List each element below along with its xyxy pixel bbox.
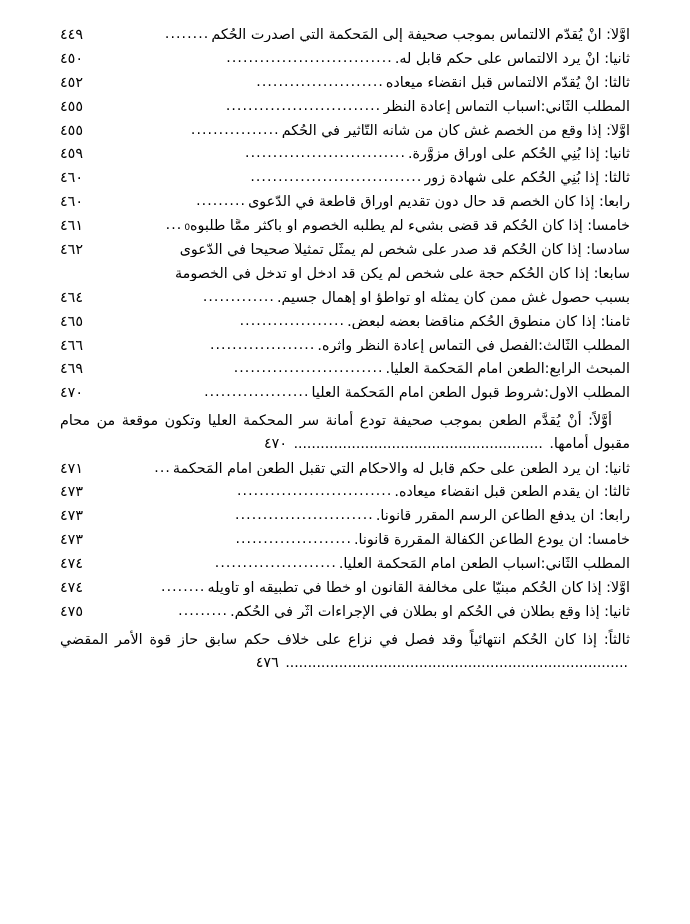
toc-leader-dots: ......................... bbox=[235, 508, 374, 523]
toc-entry[interactable] bbox=[60, 462, 630, 476]
toc-leader-dots: ......... bbox=[196, 194, 247, 209]
toc-page-number: ٤٧٣ bbox=[60, 484, 84, 501]
toc-page-number: ٤٦٩ bbox=[60, 361, 84, 378]
toc-entry[interactable] bbox=[60, 124, 630, 138]
toc-page-number: ٤٧٤ bbox=[60, 580, 84, 597]
toc-entry[interactable] bbox=[60, 485, 630, 499]
toc-entry[interactable] bbox=[60, 195, 630, 209]
toc-leader-dots: ........ bbox=[161, 580, 206, 595]
toc-entry-label: أوَّلاً: أنْ يُقدَّم الطعن بموجب صحيفة تودع أمانة سر المحكمة العليا وتكون موقعة من محام مقبول أمامها. bbox=[60, 413, 630, 453]
toc-entry-label: المطلب الثَّاني:أسباب الطعن أمام المَحكمة العليا. bbox=[338, 557, 630, 572]
toc-leader-dots: ................... bbox=[204, 385, 310, 400]
toc-leader-dots: ............. bbox=[202, 289, 275, 304]
toc-entry-label: خامساً: إذا كان الحُكم قد قضى بشيء لم يطلبه الخصوم أو بأكثر ممَّا طلبوه bbox=[190, 219, 630, 234]
toc-page-number: ٤٦٢ bbox=[60, 242, 84, 259]
toc-leader-dots: ..................... bbox=[235, 532, 353, 547]
toc-leader-dots: ............................ bbox=[225, 98, 382, 113]
toc-entry-label: ثالثاً: إذا كان الحُكم انتهائياً وقد فصل في نزاع على خلاف حكم سابق حاز قوة الأمر المقضي bbox=[60, 631, 630, 648]
toc-entry[interactable] bbox=[60, 386, 630, 400]
toc-leader-dots: ............................ bbox=[237, 484, 393, 499]
toc-entry-label: أوَّلاً: إذا وقع من الخصم غش كان من شأنه التَّأثير في الحُكم bbox=[281, 123, 630, 138]
toc-entry-label: ثالثاً: أنْ يُقدَّم الالتماس قبل انقضاء ميعاده bbox=[385, 75, 630, 91]
toc-leader-dots: ......... bbox=[178, 603, 229, 618]
toc-entry-label: ثانياً: إذا بُنِي الحُكم على أوراق مزوَّرة. bbox=[408, 147, 630, 162]
toc-entry-label: بسبب حصول غش ممن كان يمثله أو تواطؤ أو إهمال جسيم. bbox=[276, 290, 630, 306]
toc-leader-dots: ............................................................................. bbox=[285, 654, 628, 671]
toc-page-number: ٤٦٠ bbox=[60, 194, 84, 211]
toc-entry-label: ثالثاً: إذا بُنِي الحُكم على شهادة زور bbox=[424, 171, 630, 186]
toc-entry[interactable] bbox=[60, 605, 630, 619]
toc-entry[interactable] bbox=[60, 629, 630, 675]
toc-leader-dots: ............................... bbox=[250, 170, 423, 185]
toc-entry-label: رابعاً: أن يدفع الطاعن الرسم المقرر قانوناً. bbox=[375, 509, 630, 524]
toc-page-number: ٤٦٤ bbox=[60, 289, 84, 306]
table-of-contents bbox=[60, 28, 630, 675]
toc-entry[interactable] bbox=[60, 219, 630, 233]
toc-page-number: ٤٦٦ bbox=[60, 337, 84, 354]
toc-leader-dots: ........ bbox=[164, 27, 210, 41]
toc-leader-dots: ........................... bbox=[233, 361, 384, 376]
toc-leader-dots: ...................... bbox=[214, 556, 337, 571]
toc-entry[interactable] bbox=[60, 362, 630, 376]
toc-leader-dots: ........................................................ bbox=[293, 436, 543, 453]
toc-page-number: ٤٦١ bbox=[60, 218, 84, 235]
toc-entry-label: ثانياً: أن يرد الطعن على حكم قابل له والأُحكام التي تقبل الطعن أمام المَحكمة bbox=[172, 461, 630, 476]
toc-page-number: ٤٧٠ bbox=[263, 436, 288, 453]
toc-leader-dots: .............................. bbox=[226, 50, 393, 65]
toc-page-number: ٤٧٠ bbox=[60, 385, 84, 402]
toc-page-number: ٤٥٠ bbox=[60, 50, 84, 67]
toc-entry[interactable] bbox=[60, 315, 630, 329]
toc-page-number: ٤٥٩ bbox=[60, 146, 84, 163]
toc-entry-label: سابعاً: إذا كان الحُكم حجة على شخص لم يكن قد أُدخل أو تدخل في الخصومة bbox=[175, 266, 630, 282]
toc-entry-label: المطلب الثَّاني:أسباب التماس إعادة النظر bbox=[383, 99, 630, 114]
toc-page-number: ٤٧١ bbox=[60, 460, 84, 477]
toc-leader-dots: ............................. bbox=[245, 146, 407, 161]
toc-page-number: ٤٧٦ bbox=[255, 654, 279, 671]
toc-entry[interactable] bbox=[60, 339, 630, 353]
toc-page-number: ٤٥٥ bbox=[60, 98, 84, 115]
toc-entry[interactable] bbox=[60, 76, 630, 90]
toc-entry[interactable] bbox=[60, 581, 630, 595]
toc-entry-label: المطلب الأول:شروط قبول الطعن أمام المَحكمة العليا bbox=[311, 386, 630, 401]
toc-entry[interactable] bbox=[60, 557, 630, 571]
toc-entry[interactable] bbox=[60, 509, 630, 523]
toc-entry-label: المبحث الرابع:الطعن أمام المَحكمة العليا. bbox=[385, 362, 630, 377]
toc-page-number: ٤٧٤ bbox=[60, 556, 84, 573]
toc-page-number: ٤٧٥ bbox=[60, 603, 84, 620]
toc-page-number: ٤٧٣ bbox=[60, 508, 84, 525]
toc-leader-dots: ................... bbox=[239, 313, 346, 328]
toc-entry[interactable] bbox=[60, 28, 630, 42]
toc-entry-label: ثانياً: أنْ يرد الالتماس على حكم قابل له. bbox=[394, 51, 630, 67]
toc-entry-label: أوَّلاً: إذا كان الحُكم مبنيَّاً على مخالفة القانون أو خطأً في تطبيقه أو تأويله bbox=[207, 581, 630, 596]
toc-entry[interactable] bbox=[60, 410, 630, 456]
toc-page-number: ٤٦٥ bbox=[60, 313, 84, 330]
toc-entry[interactable] bbox=[60, 291, 630, 305]
toc-leader-dots: ... bbox=[165, 218, 183, 233]
toc-leader-dots: ................ bbox=[190, 122, 280, 137]
toc-entry-label: رابعاً: إذا كان الخصم قد حال دون تقديم أوراق قاطعة في الدَّعوى bbox=[248, 195, 630, 210]
toc-entry-label: خامساً: أن يودع الطاعن الكفالة المقررة قانوناً. bbox=[354, 533, 630, 548]
toc-entry[interactable] bbox=[60, 100, 630, 114]
toc-leader-dots: ................... bbox=[209, 337, 316, 352]
toc-entry[interactable] bbox=[60, 533, 630, 547]
toc-entry[interactable] bbox=[60, 267, 630, 281]
toc-entry-superscript: 0 bbox=[184, 223, 191, 234]
toc-entry-label: أوَّلاً: أنْ يُقدَّم الالتماس بموجب صحيفة إلى المَحكمة الَّتي أصدرت الحُكم bbox=[211, 28, 630, 43]
toc-entry[interactable] bbox=[60, 171, 630, 185]
toc-page-number: ٤٤٩ bbox=[60, 27, 84, 43]
toc-entry-label: ثانياً: إذا وقع بطلان في الحُكم أو بطلان في الإجراءات أثَّر في الحُكم. bbox=[230, 604, 630, 620]
toc-leader-dots: ... bbox=[154, 460, 171, 475]
toc-entry[interactable] bbox=[60, 52, 630, 66]
toc-page-number: ٤٧٣ bbox=[60, 532, 84, 549]
toc-entry[interactable] bbox=[60, 243, 630, 257]
toc-entry-label: سادساً: إذا كان الحُكم قد صدر على شخص لم يمثَّل تمثيلاً صحيحاً في الدَّعوى bbox=[179, 243, 630, 258]
toc-page-number: ٤٥٢ bbox=[60, 74, 84, 91]
toc-entry-label: ثالثاً: أن يقدم الطعن قبل انقضاء ميعاده. bbox=[394, 485, 630, 500]
toc-entry[interactable] bbox=[60, 147, 630, 161]
toc-entry-label: ثامناً: إذا كان منطوق الحُكم مناقضاً بعضه لبعض. bbox=[347, 314, 630, 329]
toc-entry-label: المطلب الثَّالث:الفصل في التماس إعادة النظر وأثره. bbox=[317, 338, 630, 353]
toc-leader-dots: ....................... bbox=[256, 74, 384, 89]
toc-page-number: ٤٦٠ bbox=[60, 170, 84, 187]
toc-page-number: ٤٥٥ bbox=[60, 122, 84, 139]
